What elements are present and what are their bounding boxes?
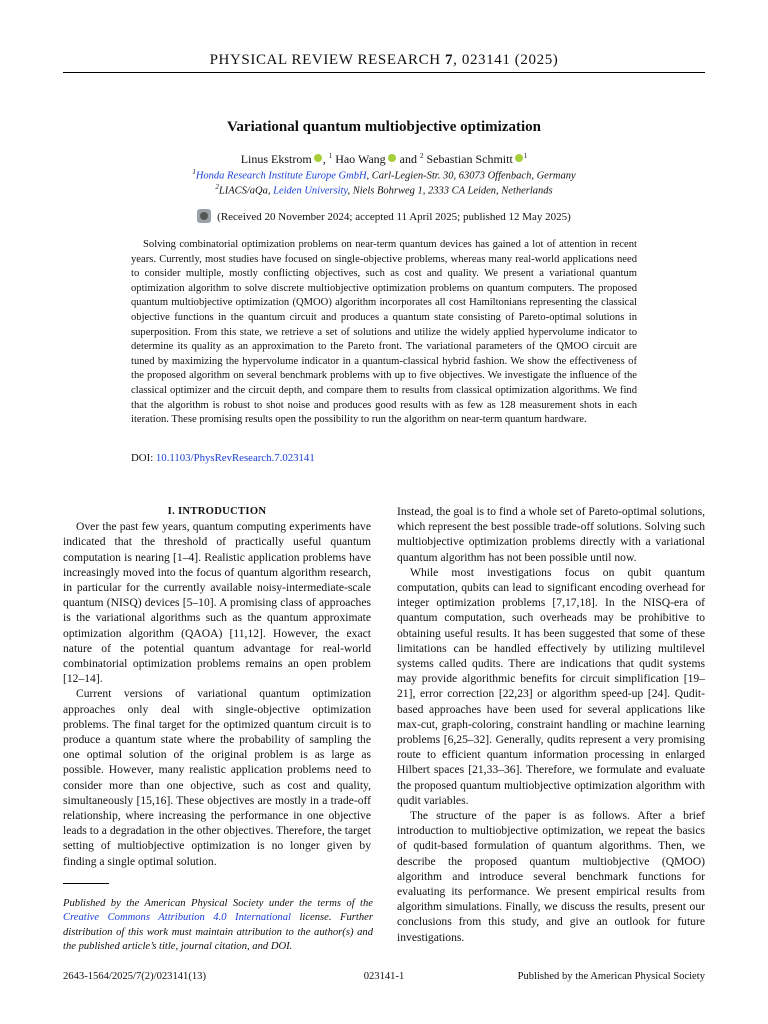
affiliation-mark: 1 (192, 168, 196, 176)
abstract-text: Solving combinatorial optimization problems on near-term quantum devices has gained a lot of attention in recent years. Currently, most studies have focused on single-objective problems, whereas many real-world applications need to consider multiple, mostly conflicting objectives, such as cost and quality. We present a variational quantum optimization algorithm to solve discrete multiobjective optimization problems on quantum computers. The proposed quantum multiobjective optimization (QMOO) algorithm incorporates all cost Hamiltonians representing the classical objective functions in the quantum circuit and produces a quantum state consisting of Pareto-optimal solutions in superposition. From this state, we retrieve a set of solutions and utilize the widely applied hypervolume indicator to determine its quality as an approximation to the Pareto front. The variational parameters of the QMOO circuit are tuned by maximizing the hypervolume indicator in a quantum-classical hybrid fashion. We show the effectiveness of the proposed algorithm on several benchmark problems with up to five objectives. We investigate the influence of the classical optimizer and the circuit depth, and compare them to results from classical optimization algorithms. We find that the algorithm is robust to shot noise and produces good results with as few as 128 measurement shots in each iteration. These promising results open the possibility to run the algorithm on near-term quantum hardware. (131, 239, 637, 426)
author-name[interactable]: Linus Ekstrom (240, 152, 312, 166)
received-text: (Received 20 November 2024; accepted 11 April 2025; published 12 May 2025) (217, 211, 571, 223)
author-name[interactable]: Sebastian Schmitt (426, 152, 513, 166)
affiliation-mark: 2 (215, 183, 219, 191)
author-name[interactable]: Hao Wang (335, 152, 386, 166)
body-paragraph: Instead, the goal is to find a whole set of Pareto-optimal solutions, which represent the best possible trade-off solutions. Solving such multiobjective optimization problems directly with a variational quantum algorithm has not been possible until now. (397, 505, 705, 564)
journal-name: PHYSICAL REVIEW RESEARCH (209, 52, 441, 68)
author-list (63, 152, 705, 167)
affiliation-group: LIACS/aQa, (218, 185, 274, 197)
orcid-icon[interactable] (515, 154, 523, 162)
affiliation-1 (63, 168, 705, 182)
doi-label: DOI: (131, 452, 156, 464)
body-paragraph: Over the past few years, quantum computing experiments have indicated that the threshold of practically useful quantum computation is nearing [1–4]. Realistic application problems have increasingly moved into the focus of quantum algorithm research, in particular for the currently available noisy-intermediate-scale quantum (NISQ) devices [5–10]. A promising class of approaches is the variational algorithms such as the quantum approximate optimization algorithm (QAOA) [11,12]. However, the exact nature of the potential quantum advantage for real-world combinatorial optimization problems remains an open problem [12–14]. (63, 520, 371, 686)
footer-publisher: Published by the American Physical Society (517, 971, 705, 982)
body-paragraph: While most investigations focus on qubit quantum computation, qubits can lead to significant encoding overhead for integer optimization problems [7,17,18]. In the NISQ-era of quantum computation, such overheads may be prohibitive to obtaining useful results. It has been suggested that some of these limitations can be handled effectively by utilizing multilevel systems called qudits. There are indications that qudit systems may provide algorithmic benefits for circuit simplification [19–21], error correction [22,23] or algorithm speed-up [24]. Qudit-based approaches have been used for several applications like max-cut, graph-coloring, constraint handling or machine learning problems [6,25–32]. Generally, qudits represent a very promising route to efficient quantum information processing in enlarged Hilbert spaces [21,33–36]. Therefore, we formulate and evaluate the proposed quantum multiobjective optimization algorithm with qudit variables. (397, 565, 705, 807)
license-link[interactable]: Creative Commons Attribution 4.0 International (63, 912, 291, 924)
affiliation-link-leiden[interactable]: Leiden University (273, 185, 348, 197)
orcid-icon[interactable] (314, 154, 322, 162)
affiliation-address: , Carl-Legien-Str. 30, 63073 Offenbach, Germany (366, 170, 576, 182)
author-affiliation-mark: 1 (328, 152, 333, 160)
journal-article-number: , 023141 (2025) (453, 52, 559, 68)
license-footnote (63, 897, 373, 954)
left-column (63, 504, 371, 869)
footnote-rule (63, 883, 109, 884)
author-affiliation-mark: 2 (419, 152, 424, 160)
author-separator: and (396, 152, 420, 166)
orcid-icon[interactable] (388, 154, 396, 162)
journal-volume: 7 (445, 52, 454, 68)
doi-line (131, 452, 315, 464)
right-column (397, 504, 705, 945)
paper-title: Variational quantum multiobjective optimization (226, 119, 542, 135)
footnote-text: license. Further distribution of this work must maintain attribution to the author(s) and the published article’s title, journal citation, and DOI. (63, 912, 373, 952)
footnote-text: Published by the American Physical Society under the terms of the (63, 898, 373, 909)
doi-link[interactable]: 10.1103/PhysRevResearch.7.023141 (155, 452, 315, 464)
header-rule (63, 72, 705, 73)
author-affiliation-mark: 1 (523, 152, 528, 160)
journal-header (63, 52, 705, 69)
affiliation-2 (63, 183, 705, 197)
footer-page-number: 023141-1 (363, 971, 405, 982)
body-paragraph: Current versions of variational quantum optimization approaches only deal with single-objective optimization problems. The final target for the optimized quantum circuit is to produce a quantum state where the probability of sampling the one optimal solution of the original problem is as large as possible. However, many realistic application problems need to consider more than one objective, such as cost and quality, simultaneously [15,16]. These objectives are mostly in a trade-off relationship, where increasing the performance in one objective leads to a degradation in the other objectives. Therefore, the target setting of multiobjective optimization is no longer given by finding a single optimal solution. (63, 687, 371, 868)
abstract (131, 238, 637, 428)
publication-dates (63, 209, 705, 223)
author-separator: , (322, 152, 329, 166)
affiliation-link-honda[interactable]: Honda Research Institute Europe GmbH (195, 170, 367, 182)
section-heading: I. INTRODUCTION (167, 506, 267, 517)
footer-issn: 2643-1564/2025/7(2)/023141(13) (63, 971, 207, 982)
body-paragraph: The structure of the paper is as follows. After a brief introduction to multiobjective optimization, we repeat the basics of qudit-based formulation of quantum algorithms. Then, we describe the proposed quantum multiobjective (QMOO) algorithm and introduce several benchmark functions for evaluating its performance. We present empirical results from algorithm simulations. Finally, we discuss the results, present our conclusions from this study, and give an outlook for future investigations. (397, 809, 705, 944)
affiliation-address: , Niels Bohrweg 1, 2333 CA Leiden, Netherlands (347, 185, 553, 197)
check-for-updates-icon[interactable] (197, 209, 211, 223)
